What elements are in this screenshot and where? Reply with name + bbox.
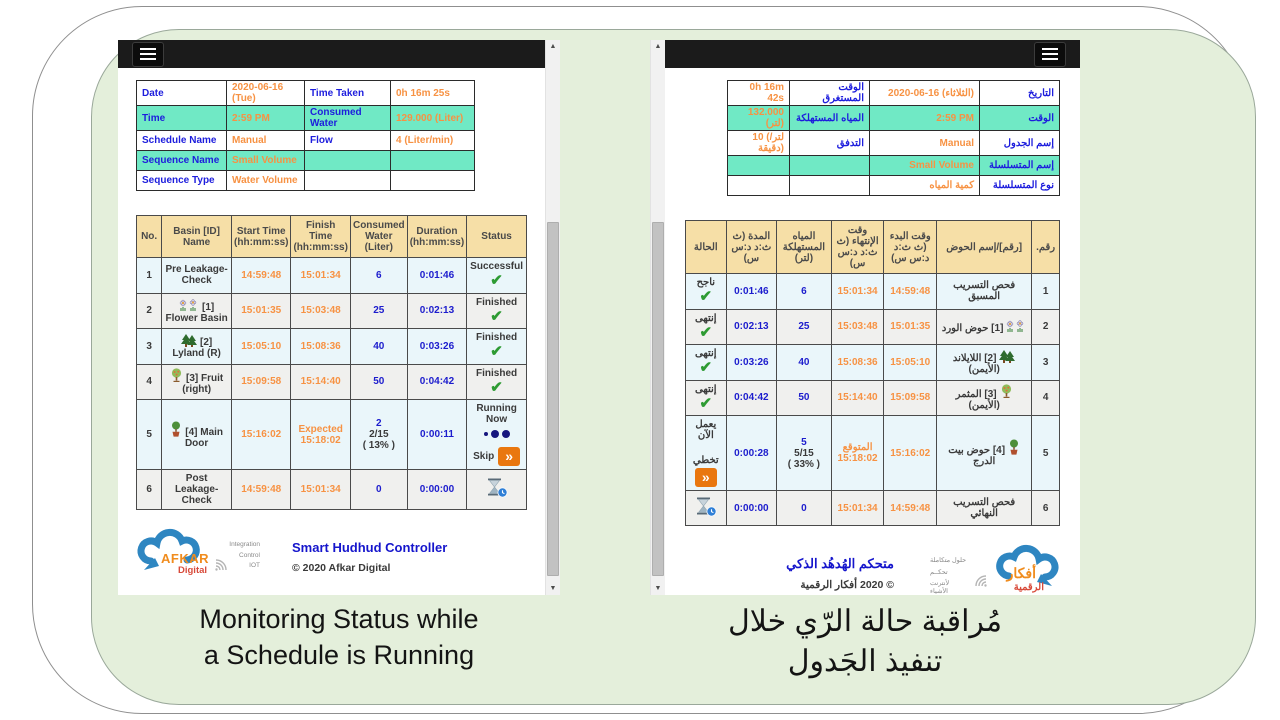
basin-name-cell: [162, 400, 232, 470]
status-cell: [686, 274, 727, 310]
logo-taglines: [222, 541, 260, 569]
consumed-water-cell: 2 2/15 ( 13% ): [350, 400, 407, 470]
scroll-down-arrow[interactable]: ▼: [549, 585, 557, 592]
summary-row: [728, 106, 1060, 131]
hourglass-clock-icon: [695, 509, 717, 520]
finish-time-cell: 15:01:34: [831, 491, 884, 526]
caption-english: [118, 602, 560, 673]
check-icon: ✔: [490, 378, 503, 396]
potted-plant-icon: [1005, 445, 1020, 456]
row-number-cell: 2: [1032, 309, 1060, 345]
summary-label: الوقت: [980, 106, 1060, 131]
status-label: Finished: [476, 367, 518, 379]
page-content: [665, 68, 1080, 595]
basin-name: Pre Leakage-Check: [165, 264, 228, 287]
summary-label: Flow: [305, 131, 391, 151]
duration-cell: 0:01:46: [726, 274, 777, 310]
scrollbar[interactable]: [650, 40, 665, 595]
column-header: No.: [137, 216, 162, 258]
summary-label: المياه المستهلكة: [790, 106, 870, 131]
consumed-water-cell: 25: [777, 309, 832, 345]
finish-time-cell: 15:14:40: [291, 364, 350, 400]
summary-label: التدفق: [790, 131, 870, 156]
duration-cell: 0:04:42: [407, 364, 466, 400]
status-label: Successful: [470, 261, 523, 272]
basin-row: [686, 380, 1060, 416]
duration-cell: 0:01:46: [407, 258, 466, 294]
basin-name: فحص التسريب المسبق: [953, 280, 1016, 303]
summary-value: 4 (Liter/min): [391, 131, 475, 151]
logo-taglines: [930, 556, 968, 595]
column-header: وقت البدء (ث ث:د د:س س): [884, 221, 937, 274]
basin-name: [1] Flower Basin: [165, 301, 228, 324]
summary-value: 0h 16m 25s: [391, 81, 475, 106]
finish-time-cell: 15:01:34: [291, 470, 350, 510]
summary-value: Manual: [227, 131, 305, 151]
check-icon: ✔: [699, 323, 713, 341]
summary-row: [137, 81, 475, 106]
basin-name-cell: [162, 293, 232, 329]
consumed-water-cell: 50: [777, 380, 832, 416]
page-content: [118, 68, 545, 595]
check-icon: ✔: [490, 307, 503, 325]
scroll-down-arrow[interactable]: ▼: [654, 585, 662, 592]
copyright-text: © 2020 أفكار الرقمية: [800, 578, 894, 591]
summary-label: Time Taken: [305, 81, 391, 106]
summary-table: [136, 80, 475, 191]
column-header: Start Time (hh:mm:ss): [232, 216, 291, 258]
basin-row: [137, 400, 527, 470]
status-cell: [467, 470, 527, 510]
skip-control: [470, 447, 523, 466]
summary-row: [137, 151, 475, 171]
skip-button[interactable]: «: [695, 468, 717, 487]
finish-time-cell: 15:01:34: [831, 274, 884, 310]
arabic-screenshot: [650, 40, 1080, 595]
row-number-cell: 6: [137, 470, 162, 510]
column-header: الحالة: [686, 221, 727, 274]
summary-row: [728, 131, 1060, 156]
summary-label: Time: [137, 106, 227, 131]
caption-line: تنفيذ الجَدول: [787, 644, 943, 678]
summary-value: [728, 176, 790, 196]
summary-row: [137, 171, 475, 191]
logo-subname: Digital: [178, 565, 208, 576]
summary-label: [790, 156, 870, 176]
summary-row: [728, 156, 1060, 176]
logo-tag: حلول متكاملة: [930, 557, 967, 564]
skip-button[interactable]: »: [498, 447, 520, 466]
summary-value: 2:59 PM: [227, 106, 305, 131]
table-header-row: [686, 221, 1060, 274]
status-cell: [686, 309, 727, 345]
consumed-water-cell: 25: [350, 293, 407, 329]
summary-label: Date: [137, 81, 227, 106]
consumed-water-cell: 5 5/15 ( 33% ): [777, 416, 832, 491]
duration-cell: 0:00:00: [407, 470, 466, 510]
basin-name-cell: [937, 416, 1032, 491]
consumed-percent: ( 33% ): [787, 458, 821, 470]
column-header: المدة (ث ث:د د:س س): [726, 221, 777, 274]
app-title: متحكم الهُدهُد الذكي: [786, 555, 894, 571]
column-header: Consumed Water (Liter): [350, 216, 407, 258]
column-header: المياه المستهلكة (لتر): [777, 221, 832, 274]
english-screenshot: [118, 40, 560, 595]
duration-cell: 0:03:26: [726, 345, 777, 381]
status-cell: [467, 293, 527, 329]
summary-value: [728, 156, 790, 176]
potted-plant-icon: [170, 427, 185, 438]
start-time-cell: 14:59:48: [232, 258, 291, 294]
skip-control: [689, 455, 723, 487]
consumed-water-cell: 50: [350, 364, 407, 400]
summary-row: [728, 81, 1060, 106]
consumed-fraction: 5/15: [794, 447, 814, 459]
summary-value: Water Volume: [227, 171, 305, 191]
afkar-digital-logo: [136, 528, 260, 586]
summary-value: كمية المياه: [870, 176, 980, 196]
hamburger-menu-icon[interactable]: [1034, 42, 1066, 67]
summary-label: [790, 176, 870, 196]
conifer-icon: [996, 353, 1015, 364]
caption-line: a Schedule is Running: [203, 639, 475, 670]
conifer-icon: [181, 337, 200, 348]
start-time-cell: 15:16:02: [884, 416, 937, 491]
app-header-bar: [118, 40, 545, 68]
check-icon: ✔: [490, 272, 503, 289]
row-number-cell: 2: [137, 293, 162, 329]
finish-time-cell: 15:08:36: [291, 329, 350, 365]
start-time-cell: 15:05:10: [884, 345, 937, 381]
finish-time-cell: 15:03:48: [291, 293, 350, 329]
basin-name-cell: [162, 258, 232, 294]
basin-row: [137, 293, 527, 329]
column-header: [رقم]/إسم الحوض: [937, 221, 1032, 274]
scroll-up-arrow[interactable]: ▲: [654, 43, 662, 50]
status-label: يعمل الآن: [695, 419, 717, 441]
flower-icon: [179, 302, 202, 313]
summary-label: إسم المتسلسلة: [980, 156, 1060, 176]
logo-tag: Integration: [229, 541, 260, 548]
consumed-percent: ( 13% ): [362, 440, 395, 451]
app-footer: [685, 544, 1060, 595]
row-number-cell: 3: [137, 329, 162, 365]
finish-time-cell: المتوقع 15:18:02: [831, 416, 884, 491]
start-time-cell: 15:16:02: [232, 400, 291, 470]
consumed-fraction: 2/15: [369, 429, 389, 440]
scrollbar-thumb[interactable]: [652, 222, 664, 576]
finish-time-cell: 15:03:48: [831, 309, 884, 345]
basin-row: [137, 470, 527, 510]
summary-value: Small Volume: [227, 151, 305, 171]
row-number-cell: 1: [1032, 274, 1060, 310]
basin-row: [137, 258, 527, 294]
status-cell: [467, 364, 527, 400]
summary-value: 0h 16m 42s: [728, 81, 790, 106]
duration-cell: 0:00:28: [726, 416, 777, 491]
consumed-water-cell: 40: [777, 345, 832, 381]
basin-row: [686, 309, 1060, 345]
english-page: [118, 40, 545, 595]
basin-name-cell: [162, 364, 232, 400]
status-cell: [467, 400, 527, 470]
basin-name-cell: [162, 329, 232, 365]
column-header: Status: [467, 216, 527, 258]
status-label: إنتهى: [695, 312, 717, 324]
summary-row: [137, 131, 475, 151]
summary-label: Sequence Name: [137, 151, 227, 171]
copyright-text: © 2020 Afkar Digital: [292, 562, 391, 574]
flower-icon: [1003, 323, 1026, 334]
consumed-water-cell: 40: [350, 329, 407, 365]
basin-name: [3] Fruit (right): [182, 373, 224, 396]
table-header-row: [137, 216, 527, 258]
column-header: Duration (hh:mm:ss): [407, 216, 466, 258]
wifi-arcs-icon: [970, 570, 988, 588]
logo-tag: IOT: [249, 562, 260, 569]
summary-value: 132.000 (لتر): [728, 106, 790, 131]
column-header: وقت الإنتهاء (ث ث:د د:س س): [831, 221, 884, 274]
row-number-cell: 5: [137, 400, 162, 470]
logo-tag: Control: [239, 551, 260, 559]
fruit-tree-icon: [170, 373, 186, 384]
logo-name: AFKAR: [161, 551, 209, 566]
afkar-digital-logo: [930, 544, 1060, 595]
duration-cell: 0:00:11: [407, 400, 466, 470]
summary-label: الوقت المستغرق: [790, 81, 870, 106]
finish-time-cell: 15:08:36: [831, 345, 884, 381]
basin-row: [686, 345, 1060, 381]
start-time-cell: 15:09:58: [884, 380, 937, 416]
footer-titles: [292, 540, 447, 574]
basin-name-cell: [937, 309, 1032, 345]
basin-name: [1] حوض الورد: [941, 323, 1004, 335]
row-number-cell: 6: [1032, 491, 1060, 526]
arabic-page: [665, 40, 1080, 595]
status-cell: [467, 258, 527, 294]
basin-name: فحص التسريب النهائي: [953, 497, 1016, 519]
basin-row: [137, 364, 527, 400]
basin-name-cell: [937, 345, 1032, 381]
summary-label: التاريخ: [980, 81, 1060, 106]
summary-label: Consumed Water: [305, 106, 391, 131]
basin-name: [3] المثمر (الأيمن): [955, 389, 1000, 412]
summary-value: 129.000 (Liter): [391, 106, 475, 131]
consumed-water-cell: 6: [777, 274, 832, 310]
column-header: Basin [ID] Name: [162, 216, 232, 258]
skip-label: Skip: [473, 451, 495, 462]
summary-row: [137, 106, 475, 131]
status-cell: [467, 329, 527, 365]
caption-line: Monitoring Status while: [199, 604, 479, 634]
caption-arabic: [650, 602, 1080, 681]
duration-cell: 0:02:13: [407, 293, 466, 329]
status-label: Finished: [476, 296, 518, 308]
skip-label: تخطي: [692, 455, 719, 466]
logo-name: أفكار: [1006, 565, 1036, 581]
check-icon: ✔: [699, 288, 713, 305]
summary-value: 2:59 PM: [870, 106, 980, 131]
start-time-cell: 15:05:10: [232, 329, 291, 365]
app-footer: [136, 528, 527, 586]
basin-name: [4] Main Door: [184, 426, 224, 449]
summary-value: [391, 151, 475, 171]
scrollbar[interactable]: [545, 40, 560, 595]
duration-cell: 0:00:00: [726, 491, 777, 526]
summary-label: إسم الجدول: [980, 131, 1060, 156]
start-time-cell: 15:01:35: [884, 309, 937, 345]
logo-tag: لأنترنت الأشياء: [930, 580, 950, 595]
status-cell: [686, 491, 727, 526]
basin-row: [686, 416, 1060, 491]
start-time-cell: 15:01:35: [232, 293, 291, 329]
row-number-cell: 1: [137, 258, 162, 294]
start-time-cell: 15:09:58: [232, 364, 291, 400]
duration-cell: 0:02:13: [726, 309, 777, 345]
logo-subname: الرقمية: [1013, 582, 1044, 593]
row-number-cell: 5: [1032, 416, 1060, 491]
column-header: Finish Time (hh:mm:ss): [291, 216, 350, 258]
status-cell: [686, 345, 727, 381]
summary-label: Schedule Name: [137, 131, 227, 151]
start-time-cell: 14:59:48: [884, 491, 937, 526]
summary-value: Manual: [870, 131, 980, 156]
start-time-cell: 14:59:48: [232, 470, 291, 510]
summary-label: Sequence Type: [137, 171, 227, 191]
column-header: رقم.: [1032, 221, 1060, 274]
status-label: Finished: [476, 332, 518, 343]
consumed-water-cell: 0: [777, 491, 832, 526]
row-number-cell: 4: [1032, 380, 1060, 416]
summary-table: [727, 80, 1060, 196]
basin-name: [2] Lyland (R): [172, 337, 221, 360]
duration-cell: 0:04:42: [726, 380, 777, 416]
scrollbar-thumb[interactable]: [547, 222, 559, 576]
check-icon: ✔: [490, 343, 503, 360]
summary-value: [391, 171, 475, 191]
summary-label: [305, 171, 391, 191]
consumed-water-cell: 6: [350, 258, 407, 294]
running-progress-dots: [470, 430, 523, 438]
consumed-water-cell: 0: [350, 470, 407, 510]
logo-tag: تحكــم: [930, 568, 948, 576]
summary-value: 2020-06-16 (الثلاثاء): [870, 81, 980, 106]
scroll-up-arrow[interactable]: ▲: [549, 43, 557, 50]
basin-row: [137, 329, 527, 365]
status-cell: [686, 380, 727, 416]
app-title: Smart Hudhud Controller: [292, 540, 448, 555]
basin-name-cell: [937, 491, 1032, 526]
summary-label: [305, 151, 391, 171]
basin-status-table: [136, 215, 527, 510]
finish-time-cell: 15:14:40: [831, 380, 884, 416]
basin-row: [686, 274, 1060, 310]
footer-titles: [786, 556, 894, 591]
status-label: ناجح: [696, 277, 716, 288]
status-label: إنتهى: [695, 383, 717, 395]
check-icon: ✔: [699, 394, 713, 412]
start-time-cell: 14:59:48: [884, 274, 937, 310]
basin-name: [4] حوض بيت الدرج: [948, 445, 1006, 467]
summary-value: 2020-06-16 (Tue): [227, 81, 305, 106]
finish-time-cell: Expected 15:18:02: [291, 400, 350, 470]
summary-value: Small Volume: [870, 156, 980, 176]
app-header-bar: [665, 40, 1080, 68]
finish-time-cell: 15:01:34: [291, 258, 350, 294]
basin-name: Post Leakage-Check: [174, 473, 219, 506]
status-label: Running Now: [476, 403, 517, 425]
hourglass-clock-icon: [486, 490, 508, 501]
row-number-cell: 3: [1032, 345, 1060, 381]
basin-row: [686, 491, 1060, 526]
summary-value: 10 (لتر/دقيقة): [728, 131, 790, 156]
basin-name-cell: [937, 274, 1032, 310]
basin-name-cell: [937, 380, 1032, 416]
duration-cell: 0:03:26: [407, 329, 466, 365]
status-label: إنتهى: [695, 348, 717, 359]
status-cell: [686, 416, 727, 491]
basin-name-cell: [162, 470, 232, 510]
check-icon: ✔: [699, 359, 713, 376]
caption-line: مُراقبة حالة الرّي خلال: [727, 605, 1003, 638]
summary-row: [728, 176, 1060, 196]
summary-label: نوع المتسلسلة: [980, 176, 1060, 196]
fruit-tree-icon: [997, 389, 1013, 400]
basin-status-table: [685, 220, 1060, 526]
row-number-cell: 4: [137, 364, 162, 400]
hamburger-menu-icon[interactable]: [132, 42, 164, 67]
basin-name: [2] اللايلاند (الأيمن): [952, 353, 1000, 376]
